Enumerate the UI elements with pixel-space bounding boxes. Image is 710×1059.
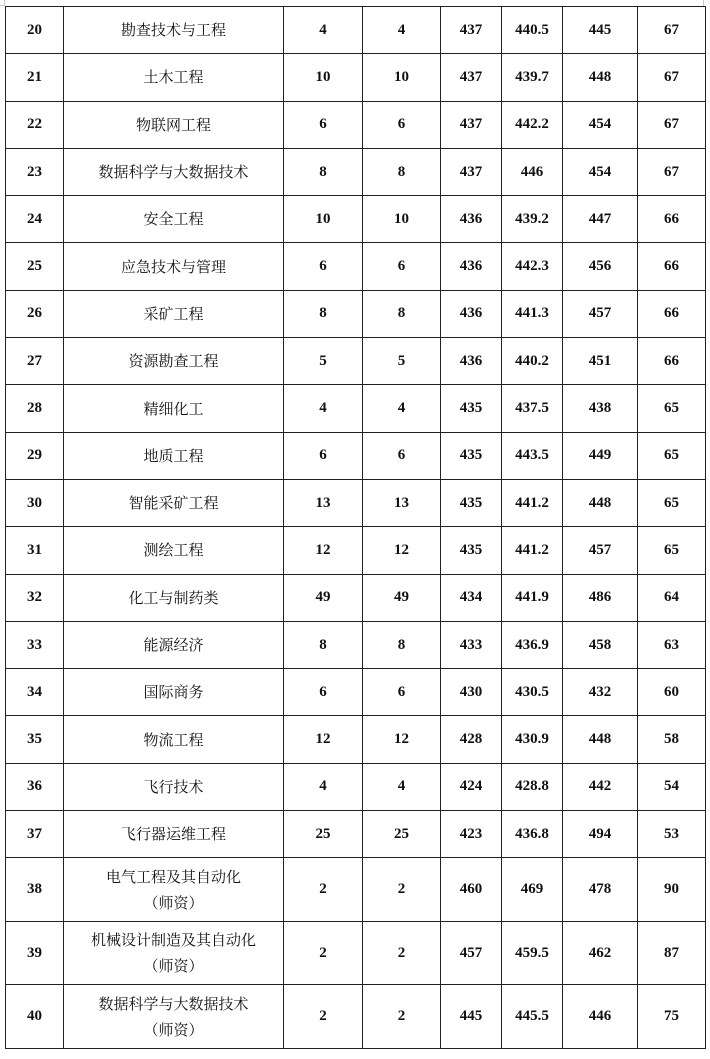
- max-score-cell: 478: [563, 858, 638, 922]
- max-score-cell: 494: [563, 811, 638, 858]
- admitted-count-cell: 4: [363, 7, 441, 54]
- admitted-count-cell: 4: [363, 385, 441, 432]
- admitted-count-cell: 5: [363, 338, 441, 385]
- row-number-cell: 35: [6, 716, 64, 763]
- min-score-cell: 437: [441, 54, 502, 101]
- table-row: [6, 574, 706, 621]
- major-name-cell: [64, 148, 284, 195]
- table-row: [6, 763, 706, 810]
- page-corner-mark-left-h: [0, 5, 4, 6]
- major-name: 资源勘查工程: [128, 352, 219, 371]
- over-line-cell: 65: [638, 432, 706, 479]
- over-line-cell: 60: [638, 669, 706, 716]
- max-score-cell: 447: [563, 196, 638, 243]
- min-score-cell: 436: [441, 338, 502, 385]
- min-score-cell: 445: [441, 985, 502, 1049]
- over-line-cell: 65: [638, 479, 706, 526]
- plan-count-cell: 4: [284, 7, 363, 54]
- plan-count-cell: 4: [284, 385, 363, 432]
- table-body: [6, 7, 706, 1049]
- table-row: [6, 7, 706, 54]
- max-score-cell: 456: [563, 243, 638, 290]
- row-number-cell: 21: [6, 54, 64, 101]
- over-line-cell: 75: [638, 985, 706, 1049]
- admitted-count-cell: 2: [363, 985, 441, 1049]
- avg-score-cell: 428.8: [502, 763, 563, 810]
- row-number-cell: 25: [6, 243, 64, 290]
- major-name-cell: [64, 243, 284, 290]
- avg-score-cell: 430.9: [502, 716, 563, 763]
- table-row: [6, 716, 706, 763]
- major-name-sub: （师资）: [143, 893, 204, 912]
- major-name: 测绘工程: [143, 541, 204, 560]
- avg-score-cell: 437.5: [502, 385, 563, 432]
- table-row: [6, 148, 706, 195]
- over-line-cell: 64: [638, 574, 706, 621]
- max-score-cell: 451: [563, 338, 638, 385]
- plan-count-cell: 5: [284, 338, 363, 385]
- plan-count-cell: 10: [284, 196, 363, 243]
- plan-count-cell: 6: [284, 243, 363, 290]
- major-name: 智能采矿工程: [128, 494, 219, 513]
- over-line-cell: 67: [638, 148, 706, 195]
- max-score-cell: 446: [563, 985, 638, 1049]
- row-number-cell: 38: [6, 858, 64, 922]
- min-score-cell: 423: [441, 811, 502, 858]
- row-number-cell: 28: [6, 385, 64, 432]
- major-name: 电气工程及其自动化: [105, 867, 241, 886]
- major-name-cell: [64, 574, 284, 621]
- row-number-cell: 33: [6, 621, 64, 668]
- over-line-cell: 66: [638, 243, 706, 290]
- admitted-count-cell: 6: [363, 243, 441, 290]
- table-row: [6, 385, 706, 432]
- table-row: [6, 243, 706, 290]
- major-name: 国际商务: [143, 683, 204, 702]
- major-name: 机械设计制造及其自动化: [90, 931, 256, 950]
- row-number-cell: 37: [6, 811, 64, 858]
- admitted-count-cell: 25: [363, 811, 441, 858]
- major-name-cell: [64, 716, 284, 763]
- major-name-cell: [64, 479, 284, 526]
- major-name-cell: [64, 669, 284, 716]
- plan-count-cell: 25: [284, 811, 363, 858]
- max-score-cell: 454: [563, 148, 638, 195]
- min-score-cell: 434: [441, 574, 502, 621]
- over-line-cell: 54: [638, 763, 706, 810]
- major-name-cell: [64, 527, 284, 574]
- row-number-cell: 31: [6, 527, 64, 574]
- row-number-cell: 22: [6, 101, 64, 148]
- admitted-count-cell: 8: [363, 621, 441, 668]
- table-row: [6, 621, 706, 668]
- major-name: 土木工程: [143, 68, 204, 87]
- avg-score-cell: 439.7: [502, 54, 563, 101]
- admitted-count-cell: 12: [363, 716, 441, 763]
- over-line-cell: 67: [638, 7, 706, 54]
- major-name-cell: [64, 921, 284, 985]
- plan-count-cell: 12: [284, 527, 363, 574]
- major-name: 应急技术与管理: [120, 257, 226, 276]
- avg-score-cell: 436.8: [502, 811, 563, 858]
- plan-count-cell: 2: [284, 985, 363, 1049]
- major-name: 安全工程: [143, 210, 204, 229]
- admitted-count-cell: 8: [363, 290, 441, 337]
- table-row: [6, 858, 706, 922]
- major-name: 勘查技术与工程: [120, 21, 226, 40]
- max-score-cell: 448: [563, 54, 638, 101]
- avg-score-cell: 446: [502, 148, 563, 195]
- major-name-cell: [64, 763, 284, 810]
- plan-count-cell: 8: [284, 148, 363, 195]
- admitted-count-cell: 6: [363, 101, 441, 148]
- row-number-cell: 29: [6, 432, 64, 479]
- avg-score-cell: 469: [502, 858, 563, 922]
- admitted-count-cell: 49: [363, 574, 441, 621]
- avg-score-cell: 430.5: [502, 669, 563, 716]
- over-line-cell: 67: [638, 54, 706, 101]
- max-score-cell: 432: [563, 669, 638, 716]
- over-line-cell: 66: [638, 338, 706, 385]
- avg-score-cell: 436.9: [502, 621, 563, 668]
- max-score-cell: 462: [563, 921, 638, 985]
- max-score-cell: 457: [563, 527, 638, 574]
- table-row: [6, 196, 706, 243]
- over-line-cell: 65: [638, 385, 706, 432]
- plan-count-cell: 6: [284, 669, 363, 716]
- major-name: 精细化工: [143, 399, 204, 418]
- major-name: 采矿工程: [143, 304, 204, 323]
- min-score-cell: 436: [441, 196, 502, 243]
- max-score-cell: 449: [563, 432, 638, 479]
- table-row: [6, 432, 706, 479]
- over-line-cell: 58: [638, 716, 706, 763]
- avg-score-cell: 439.2: [502, 196, 563, 243]
- min-score-cell: 424: [441, 763, 502, 810]
- min-score-cell: 437: [441, 101, 502, 148]
- min-score-cell: 435: [441, 479, 502, 526]
- min-score-cell: 437: [441, 7, 502, 54]
- plan-count-cell: 2: [284, 858, 363, 922]
- major-name: 化工与制药类: [128, 588, 219, 607]
- table-row: [6, 527, 706, 574]
- admitted-count-cell: 4: [363, 763, 441, 810]
- over-line-cell: 66: [638, 196, 706, 243]
- row-number-cell: 32: [6, 574, 64, 621]
- min-score-cell: 430: [441, 669, 502, 716]
- over-line-cell: 53: [638, 811, 706, 858]
- major-name: 数据科学与大数据技术: [98, 163, 249, 182]
- row-number-cell: 26: [6, 290, 64, 337]
- major-name-sub: （师资）: [143, 1020, 204, 1039]
- plan-count-cell: 2: [284, 921, 363, 985]
- table-row: [6, 669, 706, 716]
- over-line-cell: 87: [638, 921, 706, 985]
- row-number-cell: 36: [6, 763, 64, 810]
- table-row: [6, 811, 706, 858]
- avg-score-cell: 441.2: [502, 479, 563, 526]
- row-number-cell: 27: [6, 338, 64, 385]
- max-score-cell: 457: [563, 290, 638, 337]
- avg-score-cell: 443.5: [502, 432, 563, 479]
- avg-score-cell: 441.3: [502, 290, 563, 337]
- table-row: [6, 290, 706, 337]
- row-number-cell: 39: [6, 921, 64, 985]
- avg-score-cell: 442.2: [502, 101, 563, 148]
- plan-count-cell: 6: [284, 101, 363, 148]
- major-name-sub: （师资）: [143, 957, 204, 976]
- admitted-count-cell: 6: [363, 432, 441, 479]
- admitted-count-cell: 2: [363, 921, 441, 985]
- over-line-cell: 90: [638, 858, 706, 922]
- major-name: 飞行器运维工程: [120, 825, 226, 844]
- max-score-cell: 448: [563, 479, 638, 526]
- min-score-cell: 428: [441, 716, 502, 763]
- avg-score-cell: 445.5: [502, 985, 563, 1049]
- major-name: 飞行技术: [143, 777, 204, 796]
- row-number-cell: 20: [6, 7, 64, 54]
- row-number-cell: 40: [6, 985, 64, 1049]
- min-score-cell: 460: [441, 858, 502, 922]
- plan-count-cell: 13: [284, 479, 363, 526]
- min-score-cell: 436: [441, 290, 502, 337]
- row-number-cell: 30: [6, 479, 64, 526]
- major-name-cell: [64, 811, 284, 858]
- admitted-count-cell: 6: [363, 669, 441, 716]
- avg-score-cell: 440.5: [502, 7, 563, 54]
- over-line-cell: 65: [638, 527, 706, 574]
- major-name: 物流工程: [143, 730, 204, 749]
- table-row: [6, 921, 706, 985]
- admitted-count-cell: 8: [363, 148, 441, 195]
- plan-count-cell: 8: [284, 621, 363, 668]
- table-row: [6, 338, 706, 385]
- table-row: [6, 54, 706, 101]
- min-score-cell: 437: [441, 148, 502, 195]
- major-name-cell: [64, 621, 284, 668]
- row-number-cell: 24: [6, 196, 64, 243]
- max-score-cell: 448: [563, 716, 638, 763]
- admission-scores-table: [5, 6, 706, 1049]
- min-score-cell: 457: [441, 921, 502, 985]
- major-name-cell: [64, 338, 284, 385]
- max-score-cell: 442: [563, 763, 638, 810]
- over-line-cell: 66: [638, 290, 706, 337]
- table-row: [6, 479, 706, 526]
- plan-count-cell: 8: [284, 290, 363, 337]
- admitted-count-cell: 13: [363, 479, 441, 526]
- min-score-cell: 433: [441, 621, 502, 668]
- min-score-cell: 435: [441, 385, 502, 432]
- major-name-cell: [64, 385, 284, 432]
- row-number-cell: 23: [6, 148, 64, 195]
- table-row: [6, 985, 706, 1049]
- plan-count-cell: 49: [284, 574, 363, 621]
- major-name: 地质工程: [143, 446, 204, 465]
- major-name-cell: [64, 985, 284, 1049]
- avg-score-cell: 440.2: [502, 338, 563, 385]
- max-score-cell: 445: [563, 7, 638, 54]
- max-score-cell: 454: [563, 101, 638, 148]
- major-name-cell: [64, 7, 284, 54]
- plan-count-cell: 4: [284, 763, 363, 810]
- major-name-cell: [64, 858, 284, 922]
- over-line-cell: 63: [638, 621, 706, 668]
- major-name-cell: [64, 432, 284, 479]
- avg-score-cell: 459.5: [502, 921, 563, 985]
- major-name-cell: [64, 54, 284, 101]
- major-name-cell: [64, 196, 284, 243]
- major-name: 能源经济: [143, 636, 204, 654]
- min-score-cell: 436: [441, 243, 502, 290]
- avg-score-cell: 442.3: [502, 243, 563, 290]
- plan-count-cell: 10: [284, 54, 363, 101]
- major-name: 物联网工程: [135, 115, 211, 134]
- min-score-cell: 435: [441, 527, 502, 574]
- avg-score-cell: 441.2: [502, 527, 563, 574]
- admitted-count-cell: 12: [363, 527, 441, 574]
- major-name: 数据科学与大数据技术: [98, 994, 249, 1013]
- admitted-count-cell: 10: [363, 54, 441, 101]
- major-name-cell: [64, 101, 284, 148]
- major-name-cell: [64, 290, 284, 337]
- max-score-cell: 458: [563, 621, 638, 668]
- max-score-cell: 438: [563, 385, 638, 432]
- row-number-cell: 34: [6, 669, 64, 716]
- over-line-cell: 67: [638, 101, 706, 148]
- max-score-cell: 486: [563, 574, 638, 621]
- table-row: [6, 101, 706, 148]
- avg-score-cell: 441.9: [502, 574, 563, 621]
- plan-count-cell: 12: [284, 716, 363, 763]
- min-score-cell: 435: [441, 432, 502, 479]
- admitted-count-cell: 10: [363, 196, 441, 243]
- admitted-count-cell: 2: [363, 858, 441, 922]
- plan-count-cell: 6: [284, 432, 363, 479]
